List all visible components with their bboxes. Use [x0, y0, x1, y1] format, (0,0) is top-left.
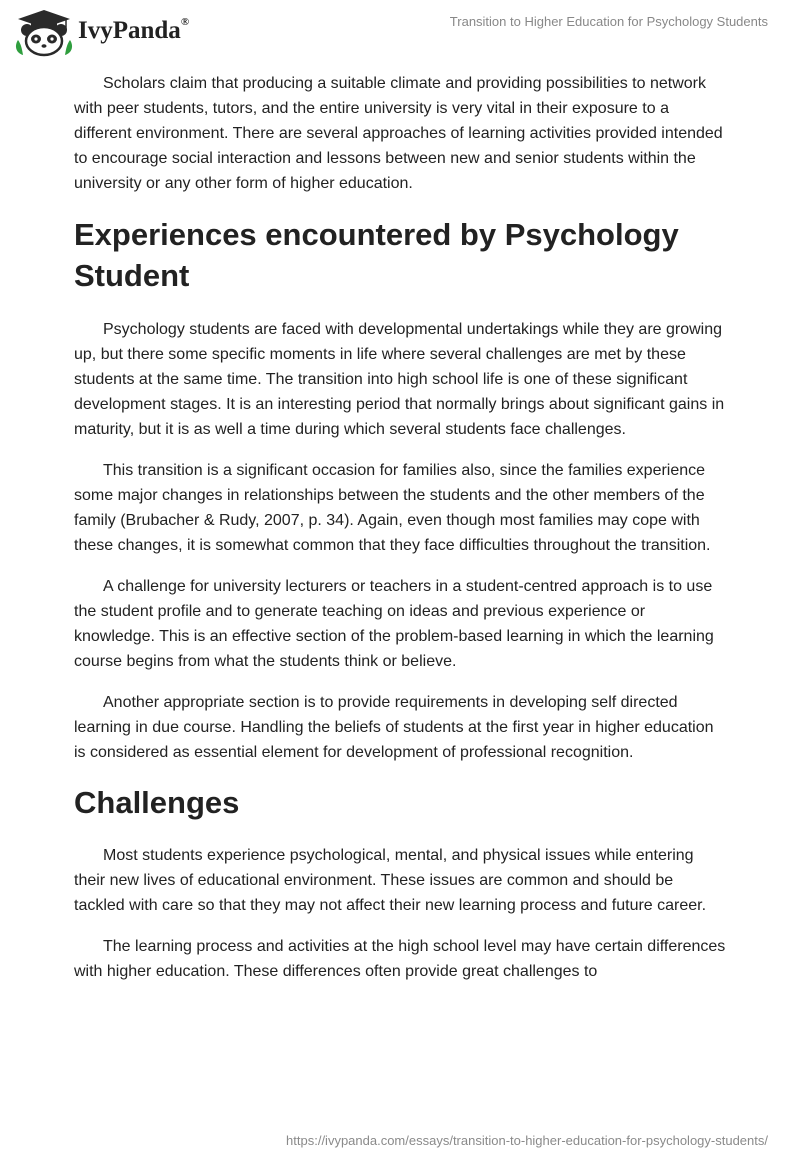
panda-graduate-icon[interactable] [14, 8, 74, 58]
trademark-symbol: ® [180, 15, 190, 28]
body-paragraph: This transition is a significant occasion for families also, since the families experience some major changes in relationships between the students and the other members of the family (Brubacher & Rudy, 2007, p. 34). Again, even though most families may cope with these changes, it is somewhat common that they face difficulties throughout the transition. [74, 462, 711, 554]
brand-logo-text[interactable] [78, 17, 189, 45]
essay-content [74, 71, 728, 1000]
intro-paragraph: Scholars claim that producing a suitable climate and providing possibilities to network with peer students, tutors, and the entire university is very vital in their exposure to a different environment. There are several approaches of learning activities provided intended to encourage social interaction and lessons between new and senior students within the university or any other form of higher education. [74, 75, 723, 192]
body-paragraph: A challenge for university lecturers or teachers in a student-centred approach is to use the student profile and to generate teaching on ideas and previous experience or knowledge. This is an effective section of the problem-based learning in which the learning course begins from what the students think or believe. [74, 578, 714, 670]
source-url[interactable]: https://ivypanda.com/essays/transition-to-higher-education-for-psychology-students/ [286, 1133, 768, 1148]
body-paragraph: Most students experience psychological, mental, and physical issues while entering their new lives of educational environment. These issues are common and should be tackled with care so that they may not affect their new learning process and future career. [74, 847, 707, 914]
body-paragraph: The learning process and activities at the high school level may have certain differences with higher education. These differences often provide great challenges to [74, 938, 726, 980]
page-header [0, 0, 800, 66]
section-heading-challenges: Challenges [74, 785, 240, 820]
brand-name: IvyPanda [78, 17, 181, 44]
document-title: Transition to Higher Education for Psychology Students [449, 14, 768, 29]
body-paragraph: Another appropriate section is to provide requirements in developing self directed learning in due course. Handling the beliefs of students at the first year in higher education is considered as essential element for development of professional recognition. [74, 694, 714, 761]
body-paragraph: Psychology students are faced with developmental undertakings while they are growing up, but there some specific moments in life where several challenges are met by these students at the same time. The transition into high school life is one of these significant development stages. It is an interesting period that normally brings about significant gains in maturity, but it is as well a time during which several students face challenges. [74, 321, 725, 438]
section-heading-experiences: Experiences encountered by Psychology Student [74, 217, 679, 293]
